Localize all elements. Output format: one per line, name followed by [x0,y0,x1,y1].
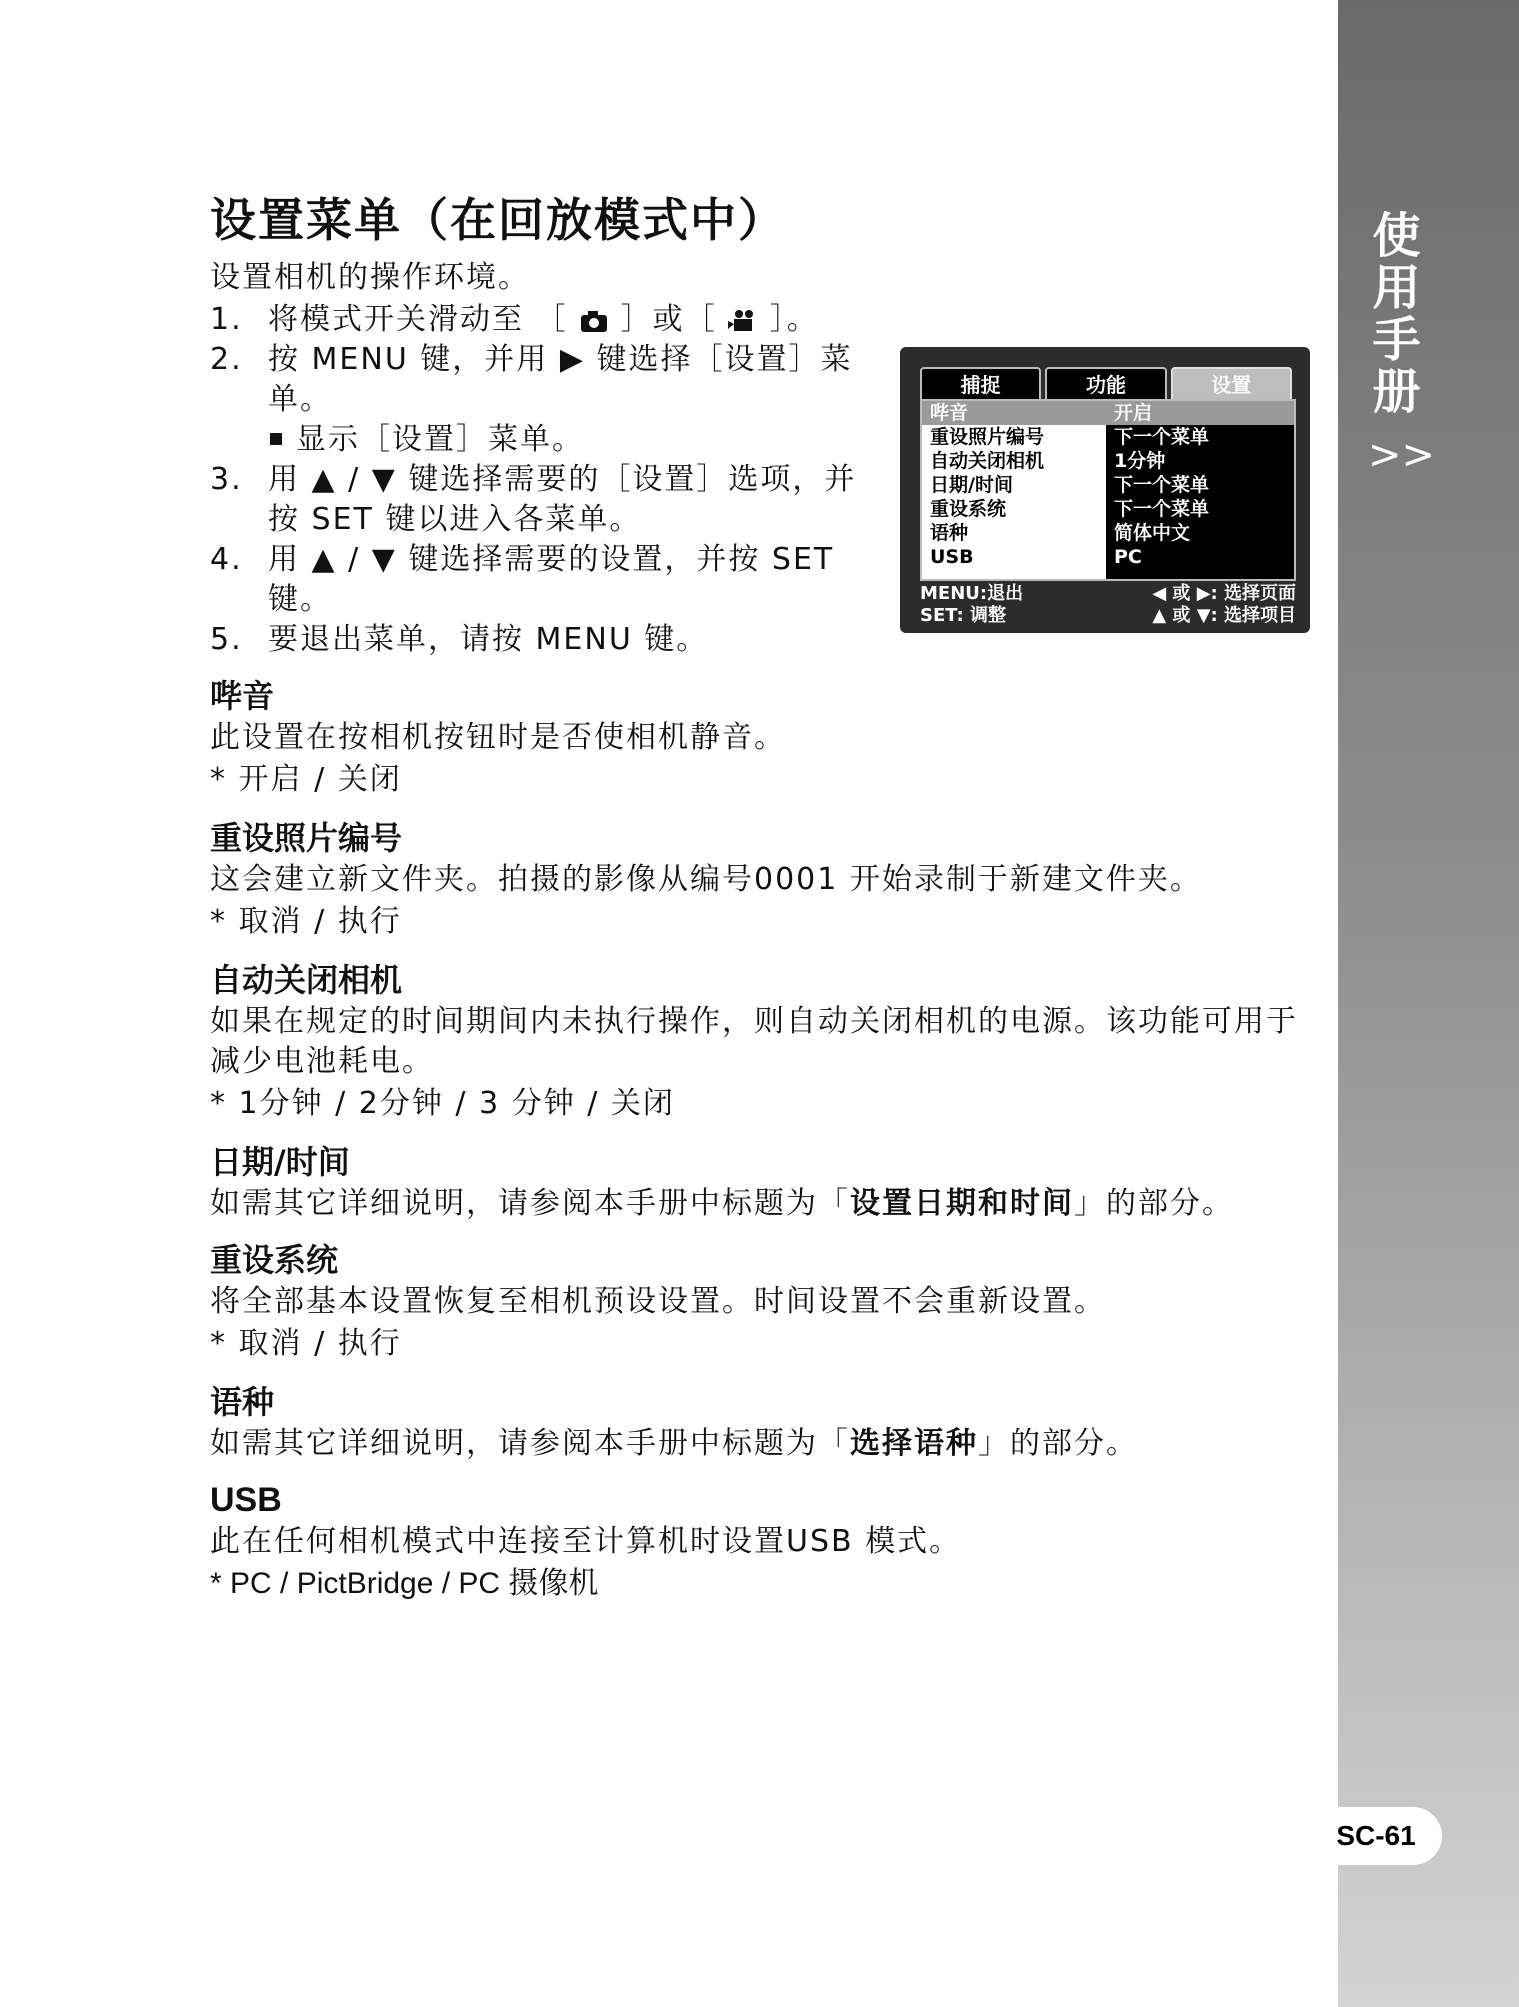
lcd-menu-item: 重设系统 [930,498,1007,520]
section-title: 哔音 [210,677,275,715]
section-body: 如果在规定的时间期间内未执行操作，则自动关闭相机的电源。该功能可用于减少电池耗电。 [210,1004,1298,1079]
movie-camera-icon [728,308,758,334]
section-options: * PC / PictBridge / PC 摄像机 [210,1567,599,1600]
lcd-tab-setup: 设置 [1171,367,1292,399]
cross-reference: 设置日期和时间 [850,1186,1074,1221]
section-title: 重设系统 [210,1241,339,1279]
lcd-menu-item: 重设照片编号 [930,426,1045,448]
section-datetime [210,1140,1330,1224]
lcd-menu-item: 自动关闭相机 [930,450,1045,472]
lcd-menu-value: 下一个菜单 [1114,474,1210,496]
lcd-footer-set: SET: 调整 [920,605,1007,626]
lcd-tab-capture: 捕捉 [920,367,1041,399]
section-options: * 开启 / 关闭 [210,762,402,797]
lcd-menu-item: 语种 [930,522,969,544]
section-options: * 取消 / 执行 [210,904,402,939]
lcd-menu [920,399,1296,581]
section-body: 此在任何相机模式中连接至计算机时设置USB 模式。 [210,1524,962,1559]
lcd-menu-value: 下一个菜单 [1114,426,1210,448]
step-5: 5. 要退出菜单，请按 MENU 键。 [210,622,709,657]
lcd-menu-value: 简体中文 [1114,522,1191,544]
step-2-note: 显示［设置］菜单。 [210,420,870,460]
section-reset-system [210,1238,1330,1366]
lcd-tab-function: 功能 [1045,367,1166,399]
camera-icon [579,308,609,334]
section-usb [210,1478,1330,1606]
section-title: 日期/时间 [210,1143,350,1181]
camera-lcd-screen [900,347,1310,633]
lcd-tabs [920,367,1292,399]
section-title: USB [210,1481,282,1519]
section-auto-off [210,958,1330,1126]
side-tab-title: 使用手册 [1364,210,1420,418]
lcd-footer-page: ◀ 或 ▶: 选择页面 [1152,583,1296,604]
section-title: 自动关闭相机 [210,961,403,999]
lcd-menu-value: PC [1114,546,1142,568]
cross-reference: 选择语种 [850,1426,978,1461]
section-beep [210,674,1330,802]
section-title: 语种 [210,1383,275,1421]
section-options: * 1分钟 / 2分钟 / 3 分钟 / 关闭 [210,1086,675,1121]
lcd-menu-value: 开启 [1106,401,1294,425]
section-body: 如需其它详细说明，请参阅本手册中标题为「选择语种」的部分。 [210,1426,1138,1461]
section-title: 重设照片编号 [210,819,403,857]
section-body: 如需其它详细说明，请参阅本手册中标题为「设置日期和时间」的部分。 [210,1186,1234,1221]
step-3: 3. 用 ▲ / ▼ 键选择需要的［设置］选项，并按 SET 键以进入各菜单。 [210,462,857,537]
section-body: 此设置在按相机按钮时是否使相机静音。 [210,720,786,755]
lcd-menu-item: 日期/时间 [930,474,1013,496]
step-1: 1. 将模式开关滑动至 ［ ］或［ ］。 [210,302,819,337]
lcd-menu-value: 下一个菜单 [1114,498,1210,520]
bullet-square-icon [270,433,282,445]
lcd-menu-items [922,401,1106,579]
section-body: 这会建立新文件夹。拍摄的影像从编号0001 开始录制于新建文件夹。 [210,862,1202,897]
step-4: 4. 用 ▲ / ▼ 键选择需要的设置，并按 SET 键。 [210,542,835,617]
lcd-menu-item: USB [930,546,974,568]
section-language [210,1380,1330,1464]
step-2: 2. 按 MENU 键，并用 ▶ 键选择［设置］菜单。 [210,342,853,417]
section-reset-number [210,816,1330,944]
page-number: SC-61 [1310,1807,1442,1865]
section-body: 将全部基本设置恢复至相机预设设置。时间设置不会重新设置。 [210,1284,1106,1319]
steps-list [210,300,870,660]
lcd-footer-item: ▲ 或 ▼: 选择项目 [1152,605,1296,626]
lcd-footer-menu: MENU:退出 [920,583,1024,604]
lcd-menu-value: 1分钟 [1114,450,1166,472]
lcd-menu-item: 哔音 [922,401,1106,425]
section-options: * 取消 / 执行 [210,1326,402,1361]
double-chevron-icon: >> [1368,432,1436,478]
intro-text: 设置相机的操作环境。 [210,260,530,295]
lcd-menu-values [1106,401,1294,579]
page-title: 设置菜单（在回放模式中） [210,193,786,247]
lcd-footer [920,583,1296,627]
